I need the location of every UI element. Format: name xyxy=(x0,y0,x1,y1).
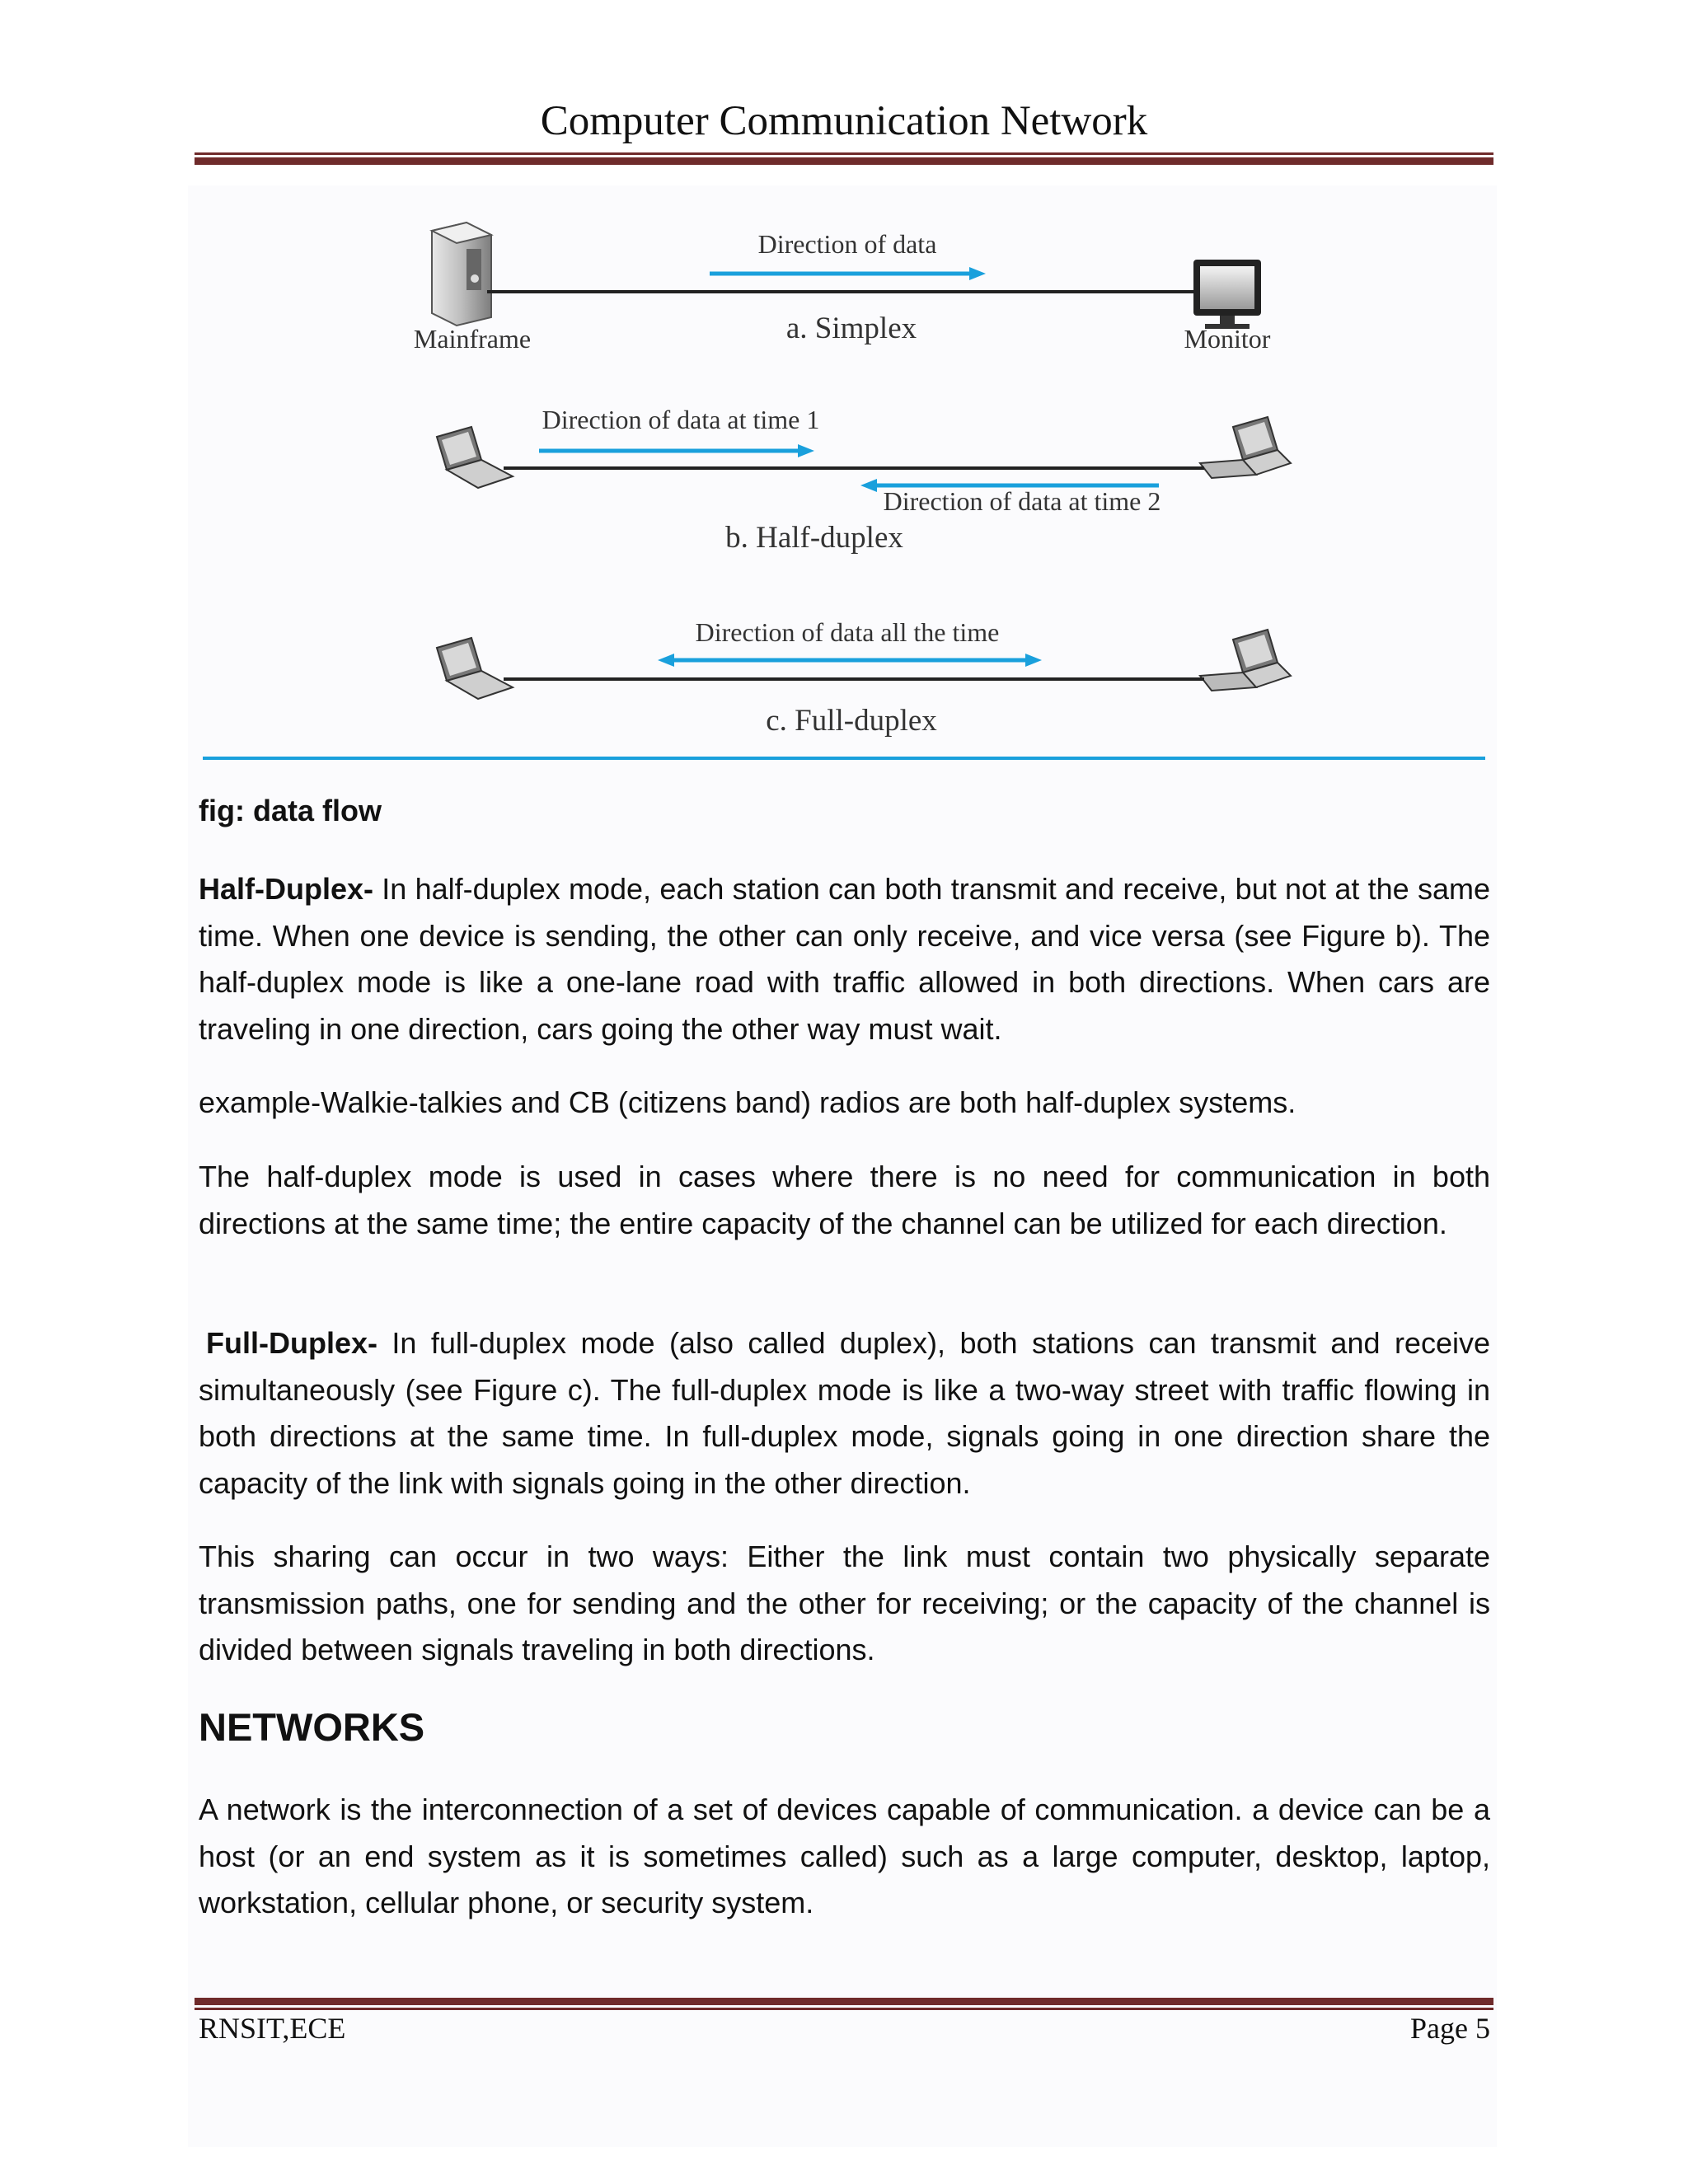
half-duplex-caption: b. Half-duplex xyxy=(725,521,903,555)
half-duplex-use-paragraph: The half-duplex mode is used in cases where there is no need for communication in both directions at the same time; the entire capacity of the channel can be utilized for each direction. xyxy=(199,1160,1490,1240)
laptop-icon xyxy=(437,638,513,699)
example-paragraph: example-Walkie-talkies and CB (citizens band) radios are both half-duplex systems. xyxy=(199,1085,1296,1119)
footer-institution: RNSIT,ECE xyxy=(199,2012,346,2045)
laptop-icon xyxy=(1200,417,1291,478)
full-duplex-arrow-label: Direction of data all the time xyxy=(695,617,1000,647)
data-flow-figure xyxy=(195,198,1493,766)
monitor-icon xyxy=(1193,260,1261,329)
half-duplex-arrow1-label: Direction of data at time 1 xyxy=(542,405,820,434)
figure-caption: fig: data flow xyxy=(199,794,382,827)
half-duplex-paragraph xyxy=(199,866,1490,1052)
laptop-icon xyxy=(437,427,513,488)
networks-heading: NETWORKS xyxy=(199,1705,425,1749)
simplex-caption: a. Simplex xyxy=(785,312,917,345)
footer-rule-thin xyxy=(195,2008,1493,2010)
header-rule-thin xyxy=(195,152,1493,155)
half-duplex-text: In half-duplex mode, each station can both transmit and receive, but not at the same time. When one device is sending, the other can only receive, and vice versa (see Figure b). The half-duplex mode is like a one-lane road with traffic allowed in both directions. When cars are traveling in one direction, cars going the other way must wait. xyxy=(199,872,1490,1046)
half-duplex-arrow2-label: Direction of data at time 2 xyxy=(883,486,1161,516)
full-duplex-paragraph xyxy=(199,1320,1490,1507)
header-rule-thick xyxy=(195,157,1493,165)
simplex-arrow-label: Direction of data xyxy=(757,229,937,259)
networks-paragraph: A network is the interconnection of a set of devices capable of communication. a device can be a host (or an end system as it is sometimes called) such as a large computer, desktop, laptop, workstation, cellular phone, or security system. xyxy=(199,1793,1490,1919)
footer-page-number: Page 5 xyxy=(1410,2012,1490,2045)
full-duplex-term: Full-Duplex- xyxy=(206,1326,377,1360)
mainframe-icon xyxy=(432,223,491,326)
mainframe-label: Mainframe xyxy=(413,324,532,354)
full-duplex-caption: c. Full-duplex xyxy=(766,704,937,738)
sharing-paragraph: This sharing can occur in two ways: Either the link must contain two physically separate transmission paths, one for sending and the other for receiving; or the capacity of the channel is divided between signals traveling in both directions. xyxy=(199,1540,1490,1666)
half-duplex-term: Half-Duplex- xyxy=(199,872,374,906)
laptop-icon xyxy=(1200,630,1291,691)
full-duplex-text: In full-duplex mode (also called duplex), both stations can transmit and receive simultaneously (see Figure c). The full-duplex mode is like a two-way street with traffic flowing in both directions at the same time. In full-duplex mode, signals going in one direction share the capacity of the link with signals going in the other direction. xyxy=(199,1326,1490,1500)
page-header-title: Computer Communication Network xyxy=(540,98,1148,144)
footer-rule-thick xyxy=(195,1998,1493,2005)
monitor-label: Monitor xyxy=(1184,324,1271,354)
